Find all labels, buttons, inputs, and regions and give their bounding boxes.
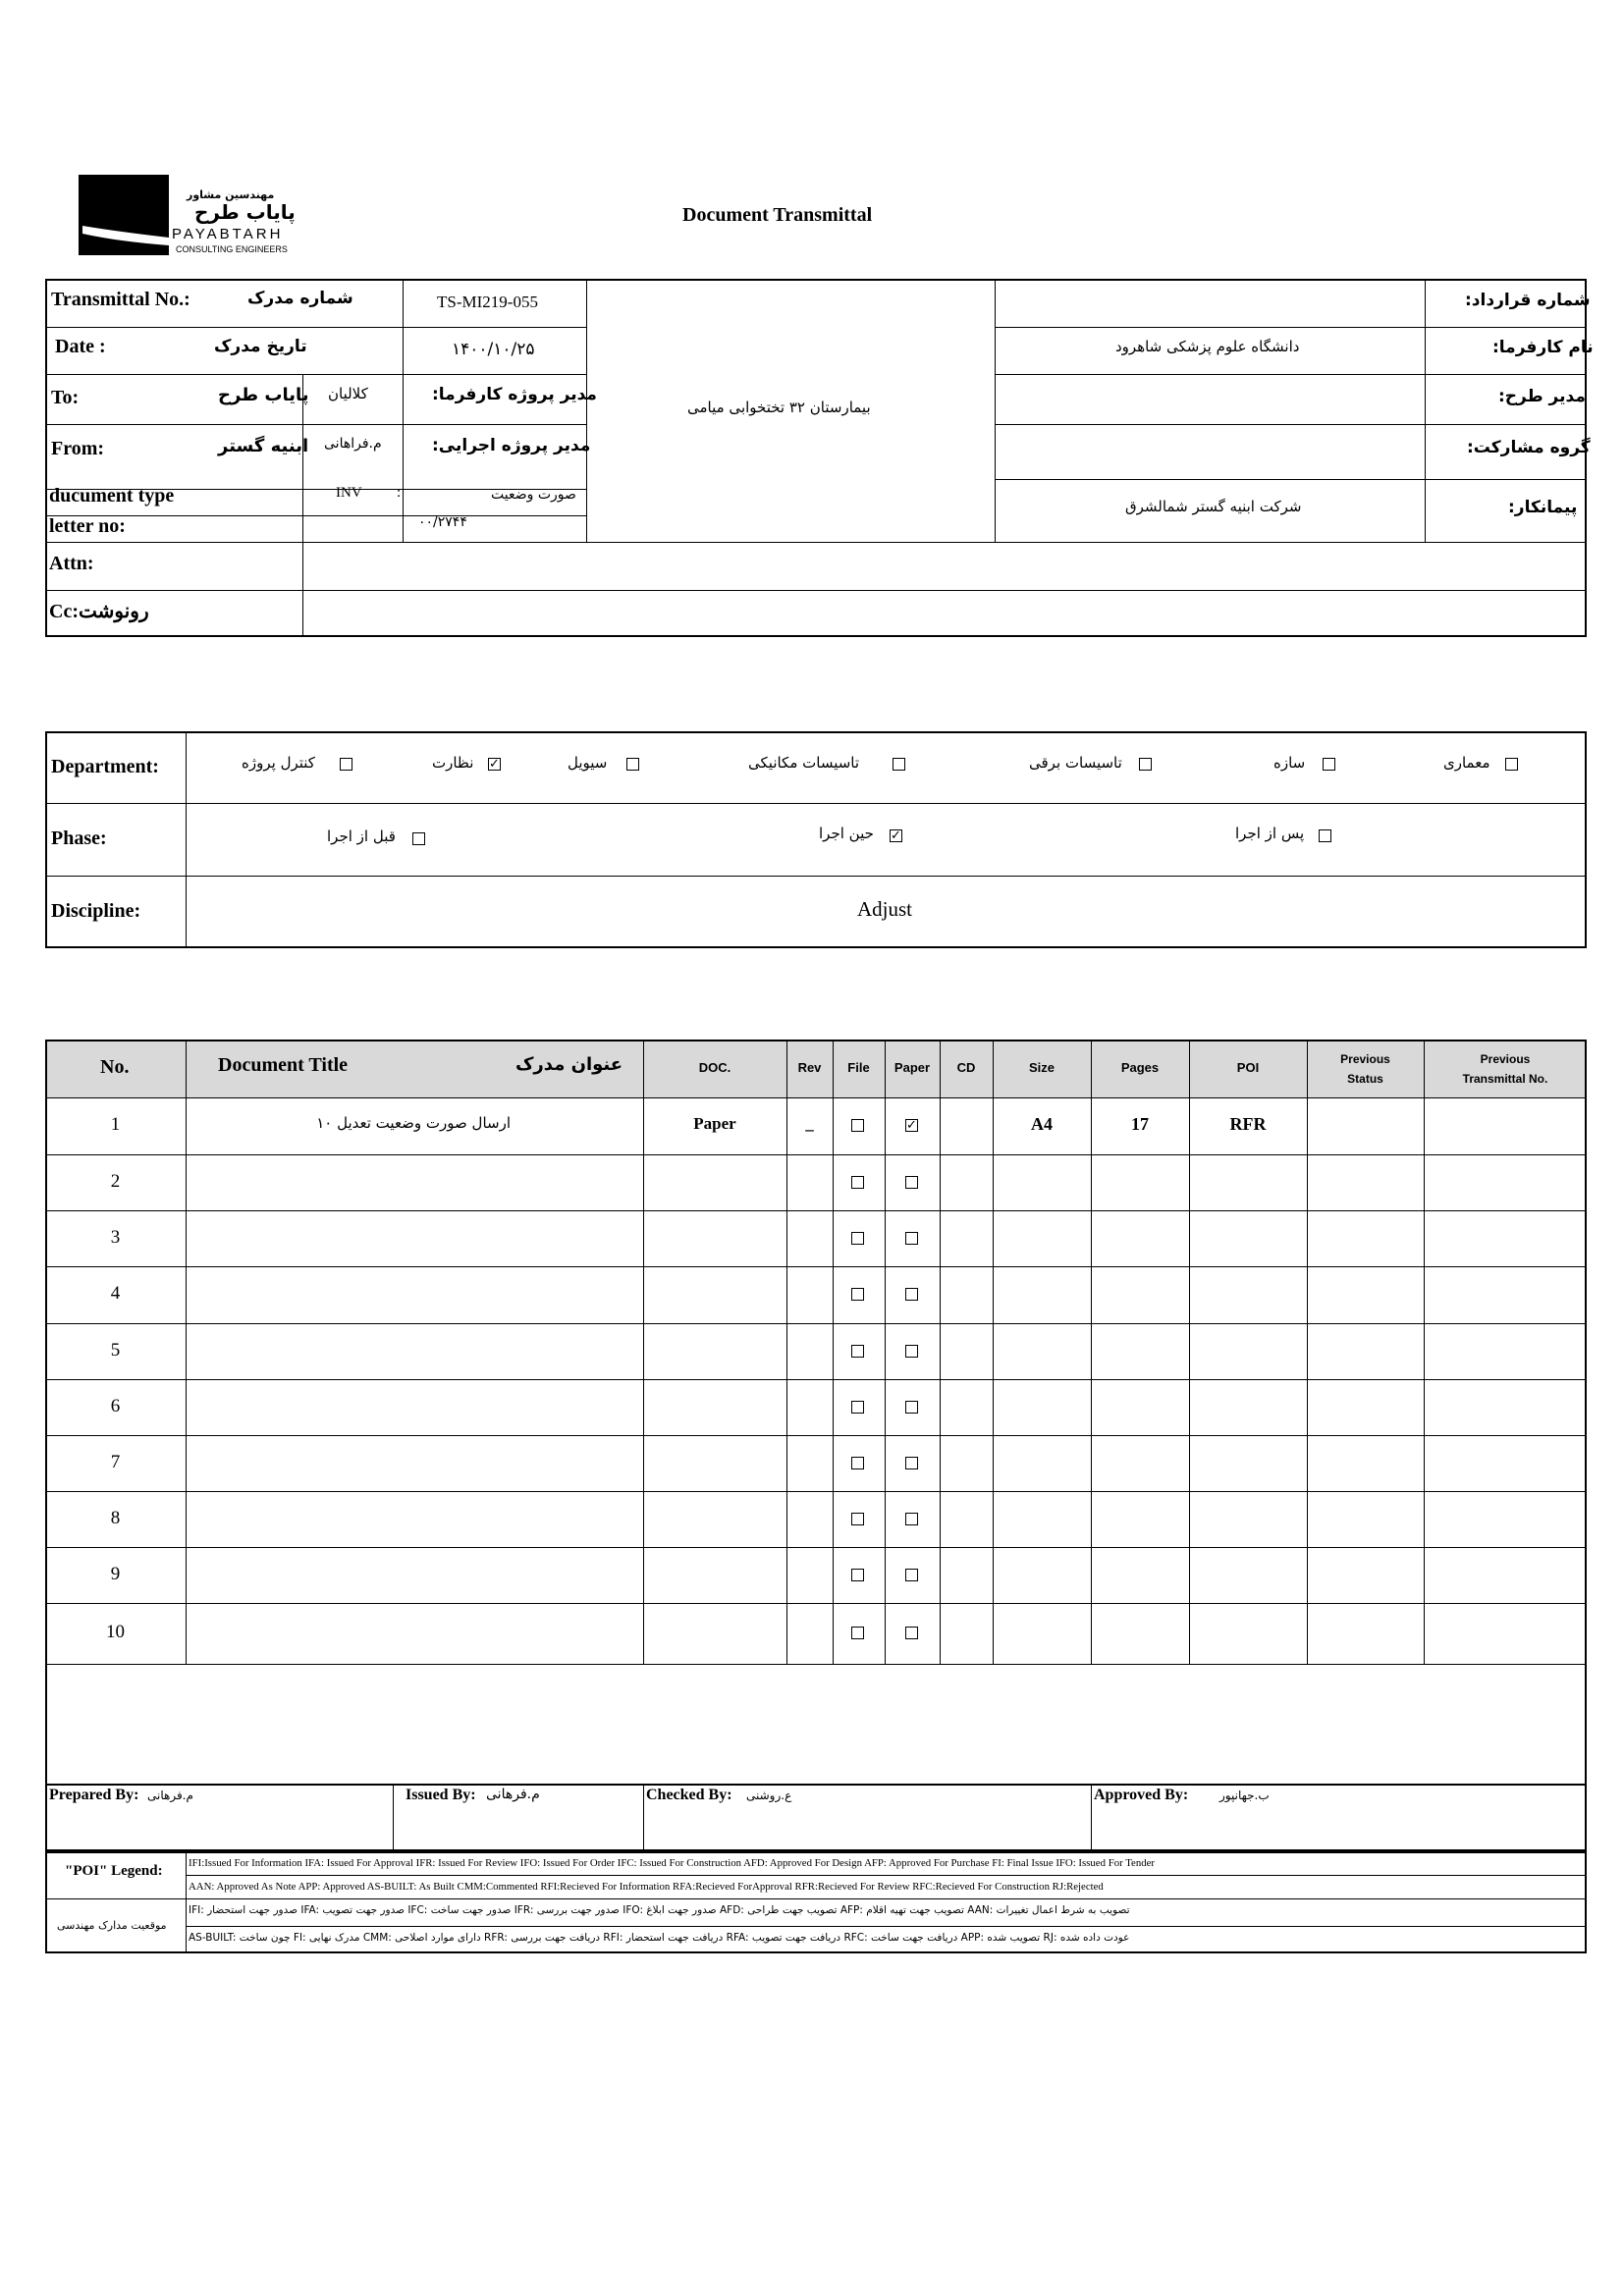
doctype-label: ducument type [49,485,175,507]
logo-brand-fa: پایاب طرح [194,200,296,224]
file-checkbox[interactable] [851,1401,864,1414]
contractor-label: پیمانکار: [1508,498,1578,517]
discipline-value: Adjust [857,897,913,921]
paper-checkbox[interactable] [905,1232,918,1245]
row-title: ارسال صورت وضعیت تعدیل ۱۰ [316,1114,511,1132]
design-manager-label: مدیر طرح: [1498,387,1586,406]
department-item-label: سازه [1273,754,1306,772]
row-rev: _ [805,1114,814,1133]
file-checkbox[interactable] [851,1119,864,1132]
to-person: کلالیان [328,385,368,402]
poi-legend-label: "POI" Legend: [65,1863,163,1879]
file-checkbox[interactable] [851,1569,864,1581]
table-row [45,1603,1587,1664]
phase-checkbox[interactable]: ✓ [891,828,901,843]
col-header-prev-trans-1: Previous [1480,1052,1531,1066]
row-size: A4 [1031,1114,1053,1134]
cc-label: Cc:رونوشت [49,601,149,622]
department-checkbox[interactable] [340,758,352,771]
legend-line-2: AAN: Approved As Note APP: Approved AS-BUILT: As Built CMM:Commented RFI:Recieved For Information RFA:Recieved ForApproval RFR:Recieved For Review RFC:Recieved For Construction RJ:Rejected [189,1881,1104,1893]
department-checkbox[interactable] [893,758,905,771]
paper-checkbox[interactable] [905,1288,918,1301]
phase-item-label: حین اجرا [819,825,874,842]
file-checkbox[interactable] [851,1345,864,1358]
col-header-title-en: Document Title [218,1054,349,1076]
department-item-label: کنترل پروژه [242,754,315,772]
department-checkbox[interactable] [1323,758,1335,771]
prepared-by-label: Prepared By: [49,1787,139,1803]
approved-by-value: ب.جهانپور [1219,1789,1270,1802]
col-header-prev-status-2: Status [1347,1072,1383,1086]
file-checkbox[interactable] [851,1513,864,1525]
col-header-doc: DOC. [698,1060,731,1075]
paper-checkbox[interactable] [905,1457,918,1469]
row-number: 7 [110,1451,121,1472]
from-label: From: [51,438,105,459]
date-label-en: Date : [55,336,106,357]
legend-line-3: IFI: صدور جهت استحضار IFA: صدور جهت تصویب IFC: صدور جهت ساخت IFR: صدور جهت بررسی IFO: صدور جهت ابلاغ AFD: تصویب جهت طراحی AFP: تصویب جهت تهیه اقلام AAN: تصویب به شرط اعمال تغییرات [189,1904,1130,1916]
file-checkbox[interactable] [851,1457,864,1469]
signature-block [45,1784,1587,1851]
date-label-fa: تاریخ مدرک [214,337,307,356]
department-item-label: معماری [1443,754,1490,772]
legend-line-1: IFI:Issued For Information IFA: Issued For Approval IFR: Issued For Review IFO: Issued For Order IFC: Issued For Construction AFD: Approved For Design AFP: Approved For Purchase FI: Final Issue IFO: Issued For Tender [189,1857,1156,1869]
partnership-label: گروه مشارکت: [1467,438,1591,457]
row-number: 3 [110,1226,121,1248]
row-number: 10 [106,1622,125,1642]
row-poi: RFR [1229,1114,1267,1134]
row-number: 1 [110,1114,121,1135]
document-title: Document Transmittal [682,204,873,226]
transmittal-label-fa: شماره مدرک [247,289,353,308]
table-row [45,1435,1587,1491]
phase-checkbox[interactable] [1319,829,1331,842]
row-number: 4 [110,1283,121,1304]
doctype-sep: : [397,485,402,501]
from-value: ابنیه گستر [218,436,309,456]
to-role: مدیر پروژه کارفرما: [432,385,597,404]
doctype-fa: صورت وضعیت [491,487,576,503]
col-header-poi: POI [1236,1060,1260,1075]
table-row [45,1266,1587,1323]
phase-label: Phase: [51,828,107,849]
paper-checkbox[interactable]: ✓ [906,1118,917,1133]
col-header-file: File [847,1060,870,1075]
paper-checkbox[interactable] [905,1176,918,1189]
contract-no-label: شماره قرارداد: [1465,291,1591,310]
approved-by-label: Approved By: [1094,1787,1189,1803]
col-header-paper: Paper [893,1060,931,1075]
letter-label: letter no: [49,515,126,537]
row-number: 8 [110,1507,121,1528]
date-value: ۱۴۰۰/۱۰/۲۵ [452,340,535,359]
attn-label: Attn: [49,553,94,574]
paper-checkbox[interactable] [905,1345,918,1358]
prepared-by-value: م.فرهانی [147,1789,193,1802]
legend-line-4: AS-BUILT: چون ساخت FI: مدرک نهایی CMM: دارای موارد اصلاحی RFR: دریافت جهت بررسی RFI: دریافت جهت استحضار RFA: دریافت جهت تصویب RFC: دریافت جهت ساخت APP: تصویب شده RJ: عودت داده شده [189,1932,1130,1944]
paper-checkbox[interactable] [905,1513,918,1525]
file-checkbox[interactable] [851,1232,864,1245]
department-item-label: نظارت [432,754,474,772]
col-header-title-fa: عنوان مدرک [515,1054,623,1075]
table-row [45,1210,1587,1266]
department-item-label: تاسیسات مکانیکی [748,754,860,772]
department-item-label: سیویل [568,754,608,772]
table-row [45,1379,1587,1435]
doctype-code: INV [336,485,362,501]
col-header-cd: CD [956,1060,976,1075]
discipline-label: Discipline: [51,900,141,922]
client-label: نام کارفرما: [1492,338,1594,357]
col-header-pages: Pages [1120,1060,1160,1075]
from-role: مدیر پروژه اجرایی: [432,436,591,455]
col-header-rev: Rev [797,1060,822,1075]
col-header-size: Size [1028,1060,1055,1075]
col-header-prev-trans-2: Transmittal No. [1462,1072,1548,1086]
department-checkbox[interactable] [1139,758,1152,771]
department-checkbox[interactable] [626,758,639,771]
col-header-prev-status-1: Previous [1340,1052,1390,1066]
phase-checkbox[interactable] [412,832,425,845]
row-pages: 17 [1131,1114,1149,1134]
transmittal-number: TS-MI219-055 [437,293,538,311]
department-checkbox[interactable] [1505,758,1518,771]
company-logo [79,175,304,258]
transmittal-label-en: Transmittal No.: [51,289,190,310]
issued-by-label: Issued By: [406,1787,476,1803]
table-row [45,1323,1587,1379]
logo-brand-en: PAYABTARH [172,226,284,242]
col-header-no: No. [100,1056,130,1078]
table-row [45,1491,1587,1547]
file-checkbox[interactable] [851,1176,864,1189]
to-value: پایاب طرح [218,385,309,405]
department-checkbox[interactable]: ✓ [489,757,500,772]
table-row [45,1547,1587,1603]
row-doc: Paper [693,1114,736,1133]
row-number: 9 [110,1563,121,1584]
row-number: 6 [110,1395,121,1416]
contractor-value: شرکت ابنیه گستر شمالشرق [1125,498,1302,515]
logo-mark-icon [79,175,169,255]
table-row [45,1154,1587,1210]
file-checkbox[interactable] [851,1627,864,1639]
letter-value: ۰۰/۲۷۴۴ [418,514,467,530]
file-checkbox[interactable] [851,1288,864,1301]
phase-item-label: قبل از اجرا [327,828,396,845]
department-item-label: تاسیسات برقی [1029,754,1122,772]
paper-checkbox[interactable] [905,1569,918,1581]
to-label: To: [51,387,80,408]
from-person: م.فراهانی [324,436,382,452]
logo-sub-en: CONSULTING ENGINEERS [176,244,288,254]
client-value: دانشگاه علوم پزشکی شاهرود [1115,338,1300,355]
paper-checkbox[interactable] [905,1627,918,1639]
row-number: 5 [110,1339,121,1361]
department-label: Department: [51,756,159,777]
row-number: 2 [110,1170,121,1192]
legend-side-label-fa: موقعیت مدارک مهندسی [57,1919,167,1932]
project-name: بیمارستان ۳۲ تختخوابی میامی [687,399,871,416]
checked-by-value: ع.روشنی [746,1789,792,1802]
logo-top-fa: مهندسین مشاور [187,188,275,201]
phase-item-label: پس از اجرا [1235,825,1305,842]
paper-checkbox[interactable] [905,1401,918,1414]
issued-by-value: م.فرهانی [486,1787,540,1802]
info-block [45,279,1587,637]
checked-by-label: Checked By: [646,1787,732,1803]
